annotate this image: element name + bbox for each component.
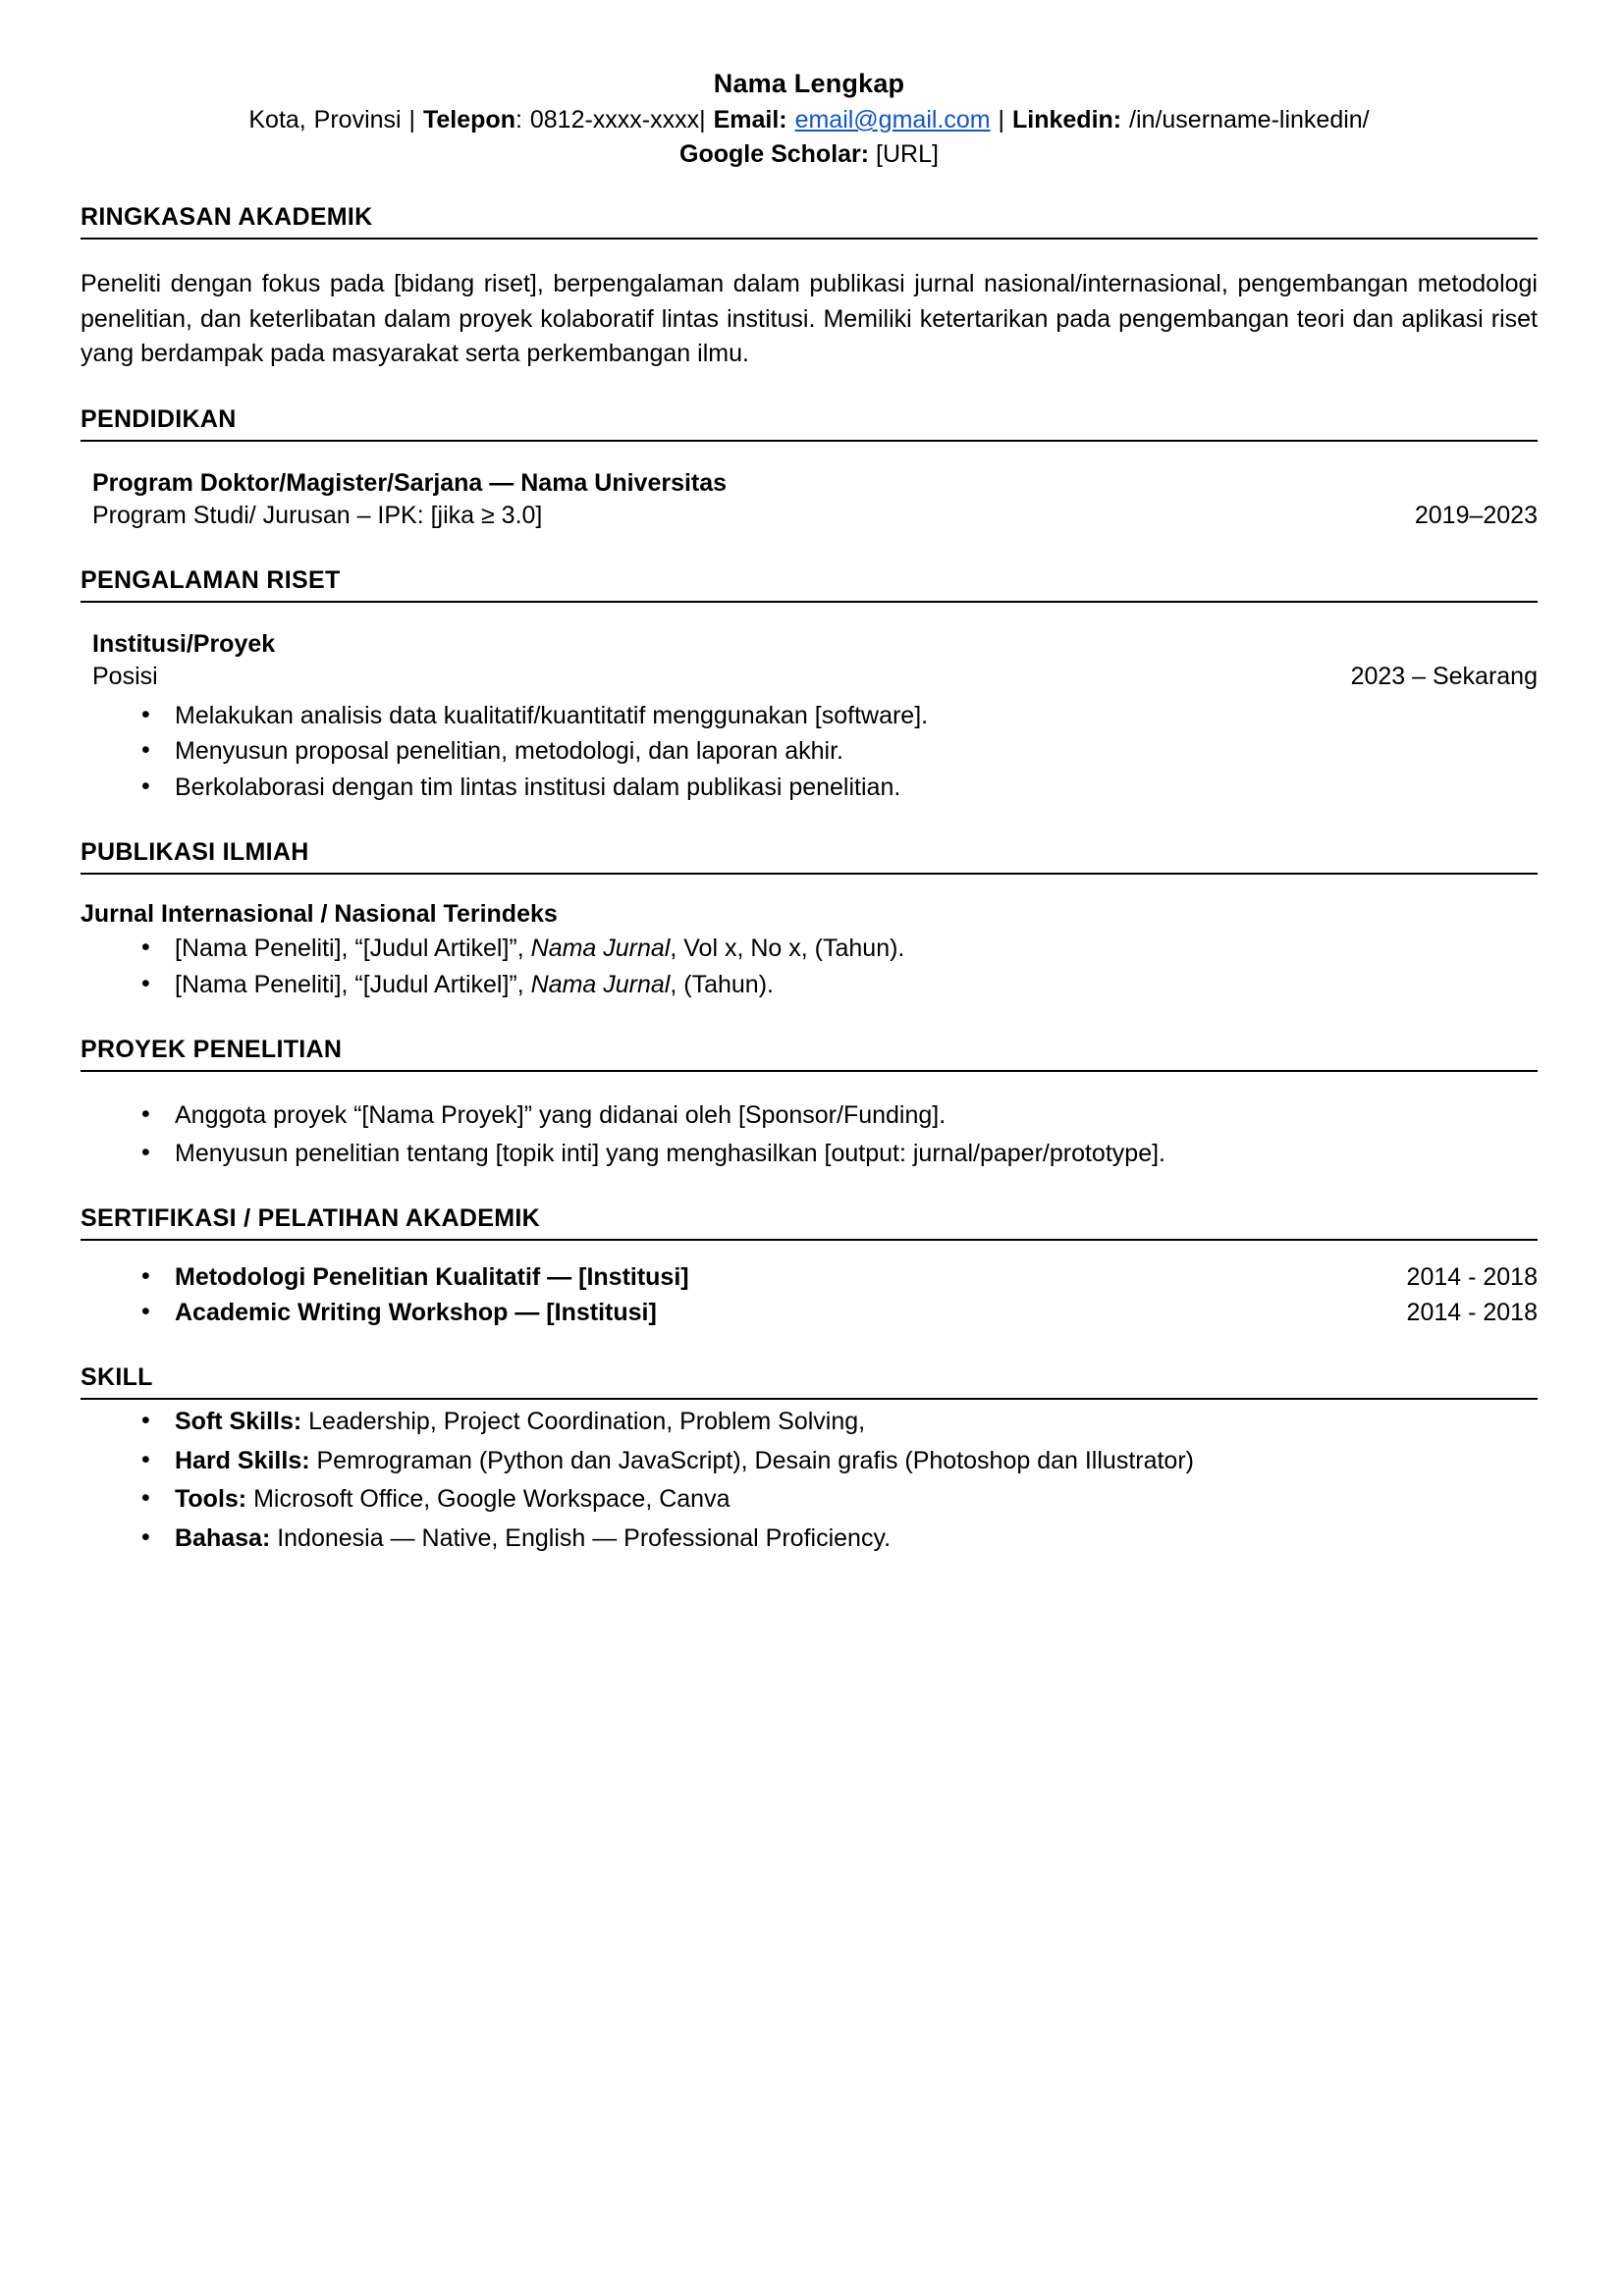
research-date: 2023 – Sekarang xyxy=(1350,663,1538,691)
linkedin-value: /in/username-linkedin/ xyxy=(1121,106,1370,134)
research-entry xyxy=(81,628,1538,806)
contact-separator: | xyxy=(990,106,1012,134)
section-heading-certifications: SERTIFIKASI / PELATIHAN AKADEMIK xyxy=(81,1204,1538,1241)
research-bullet-list xyxy=(81,698,1538,806)
list-item xyxy=(81,1260,1538,1296)
skill-value: Indonesia — Native, English — Professional Proficiency. xyxy=(270,1523,892,1552)
publication-pre: [Nama Peneliti], “[Judul Artikel]”, xyxy=(175,970,531,998)
list-item xyxy=(175,1443,1538,1479)
publication-journal: Nama Jurnal xyxy=(530,934,671,963)
list-item: • Berkolaborasi dengan tim lintas institusi dalam publikasi penelitian. xyxy=(175,770,1538,806)
certification-date: 2014 - 2018 xyxy=(1406,1263,1538,1292)
skill-label: Tools: xyxy=(175,1485,247,1514)
candidate-name: Nama Lengkap xyxy=(713,69,905,98)
skill-label: Hard Skills: xyxy=(175,1446,310,1474)
publications-subtitle: Jurnal Internasional / Nasional Terindeks xyxy=(81,900,558,929)
research-position: Posisi xyxy=(92,663,158,691)
list-item xyxy=(175,1521,1538,1557)
certifications-list xyxy=(81,1260,1538,1330)
projects-list xyxy=(81,1097,1538,1171)
contact-location: Kota, Provinsi | xyxy=(248,106,423,134)
list-item xyxy=(175,967,1538,1003)
section-heading-projects: PROYEK PENELITIAN xyxy=(81,1036,1538,1072)
education-entry xyxy=(81,467,1538,533)
research-position-row xyxy=(81,661,1538,694)
list-item: • Anggota proyek “[Nama Proyek]” yang didanai oleh [Sponsor/Funding]. xyxy=(175,1097,1538,1134)
scholar-line xyxy=(81,138,1538,171)
list-item: • Menyusun penelitian tentang [topik inti] yang menghasilkan [output: jurnal/paper/prototype]. xyxy=(175,1136,1538,1172)
scholar-value: [URL] xyxy=(869,139,939,168)
publication-pre: [Nama Peneliti], “[Judul Artikel]”, xyxy=(175,934,531,963)
skill-label: Bahasa: xyxy=(175,1523,271,1552)
certification-label: • Academic Writing Workshop — [Institusi] xyxy=(81,1296,657,1331)
list-item xyxy=(81,1296,1538,1331)
linkedin-label: Linkedin: xyxy=(1012,106,1122,134)
list-item: • Melakukan analisis data kualitatif/kuantitatif menggunakan [software]. xyxy=(175,698,1538,734)
certification-label: • Metodologi Penelitian Kualitatif — [Institusi] xyxy=(81,1260,689,1296)
publication-post: , (Tahun). xyxy=(670,970,774,998)
skill-value: Microsoft Office, Google Workspace, Canva xyxy=(246,1485,731,1514)
skill-label: Soft Skills: xyxy=(175,1408,302,1436)
list-item xyxy=(175,931,1538,967)
summary-text: Peneliti dengan fokus pada [bidang riset], berpengalaman dalam publikasi jurnal nasional/internasional, pengembangan metodologi penelitian, dan keterlibatan dalam proyek kolaboratif lintas institusi. Memiliki ketertarikan pada pengembangan teori dan aplikasi riset yang berdampak pada masyarakat serta perkembangan ilmu. xyxy=(81,270,1538,368)
skills-list xyxy=(81,1404,1538,1556)
publications-list xyxy=(81,931,1538,1002)
phone-label: Telepon xyxy=(422,106,515,134)
skill-value: Leadership, Project Coordination, Problem Solving, xyxy=(301,1408,866,1436)
contact-line xyxy=(81,104,1538,136)
section-heading-skills: SKILL xyxy=(81,1363,1538,1400)
section-heading-research: PENGALAMAN RISET xyxy=(81,566,1538,603)
document-header xyxy=(81,67,1538,170)
research-institution: Institusi/Proyek xyxy=(92,629,276,658)
scholar-label: Google Scholar: xyxy=(679,139,870,168)
certification-date: 2014 - 2018 xyxy=(1406,1298,1538,1326)
list-item xyxy=(175,1481,1538,1518)
skill-value: Pemrograman (Python dan JavaScript), Desain grafis (Photoshop dan Illustrator) xyxy=(309,1446,1194,1474)
education-detail-row xyxy=(81,500,1538,533)
email-label: Email: xyxy=(713,106,787,134)
education-detail: Program Studi/ Jurusan – IPK: [jika ≥ 3.0] xyxy=(92,502,543,530)
phone-value: : 0812-xxxx-xxxx| xyxy=(514,106,714,134)
section-heading-summary: RINGKASAN AKADEMIK xyxy=(81,203,1538,240)
section-heading-publications: PUBLIKASI ILMIAH xyxy=(81,838,1538,875)
email-link[interactable]: email@gmail.com xyxy=(794,106,991,134)
publication-post: , Vol x, No x, (Tahun). xyxy=(670,934,905,963)
list-item: • Menyusun proposal penelitian, metodologi, dan laporan akhir. xyxy=(175,733,1538,770)
education-date: 2019–2023 xyxy=(1414,502,1538,530)
list-item xyxy=(175,1404,1538,1440)
publication-journal: Nama Jurnal xyxy=(530,970,671,998)
education-program: Program Doktor/Magister/Sarjana — Nama Universitas xyxy=(92,468,728,497)
section-heading-education: PENDIDIKAN xyxy=(81,405,1538,442)
